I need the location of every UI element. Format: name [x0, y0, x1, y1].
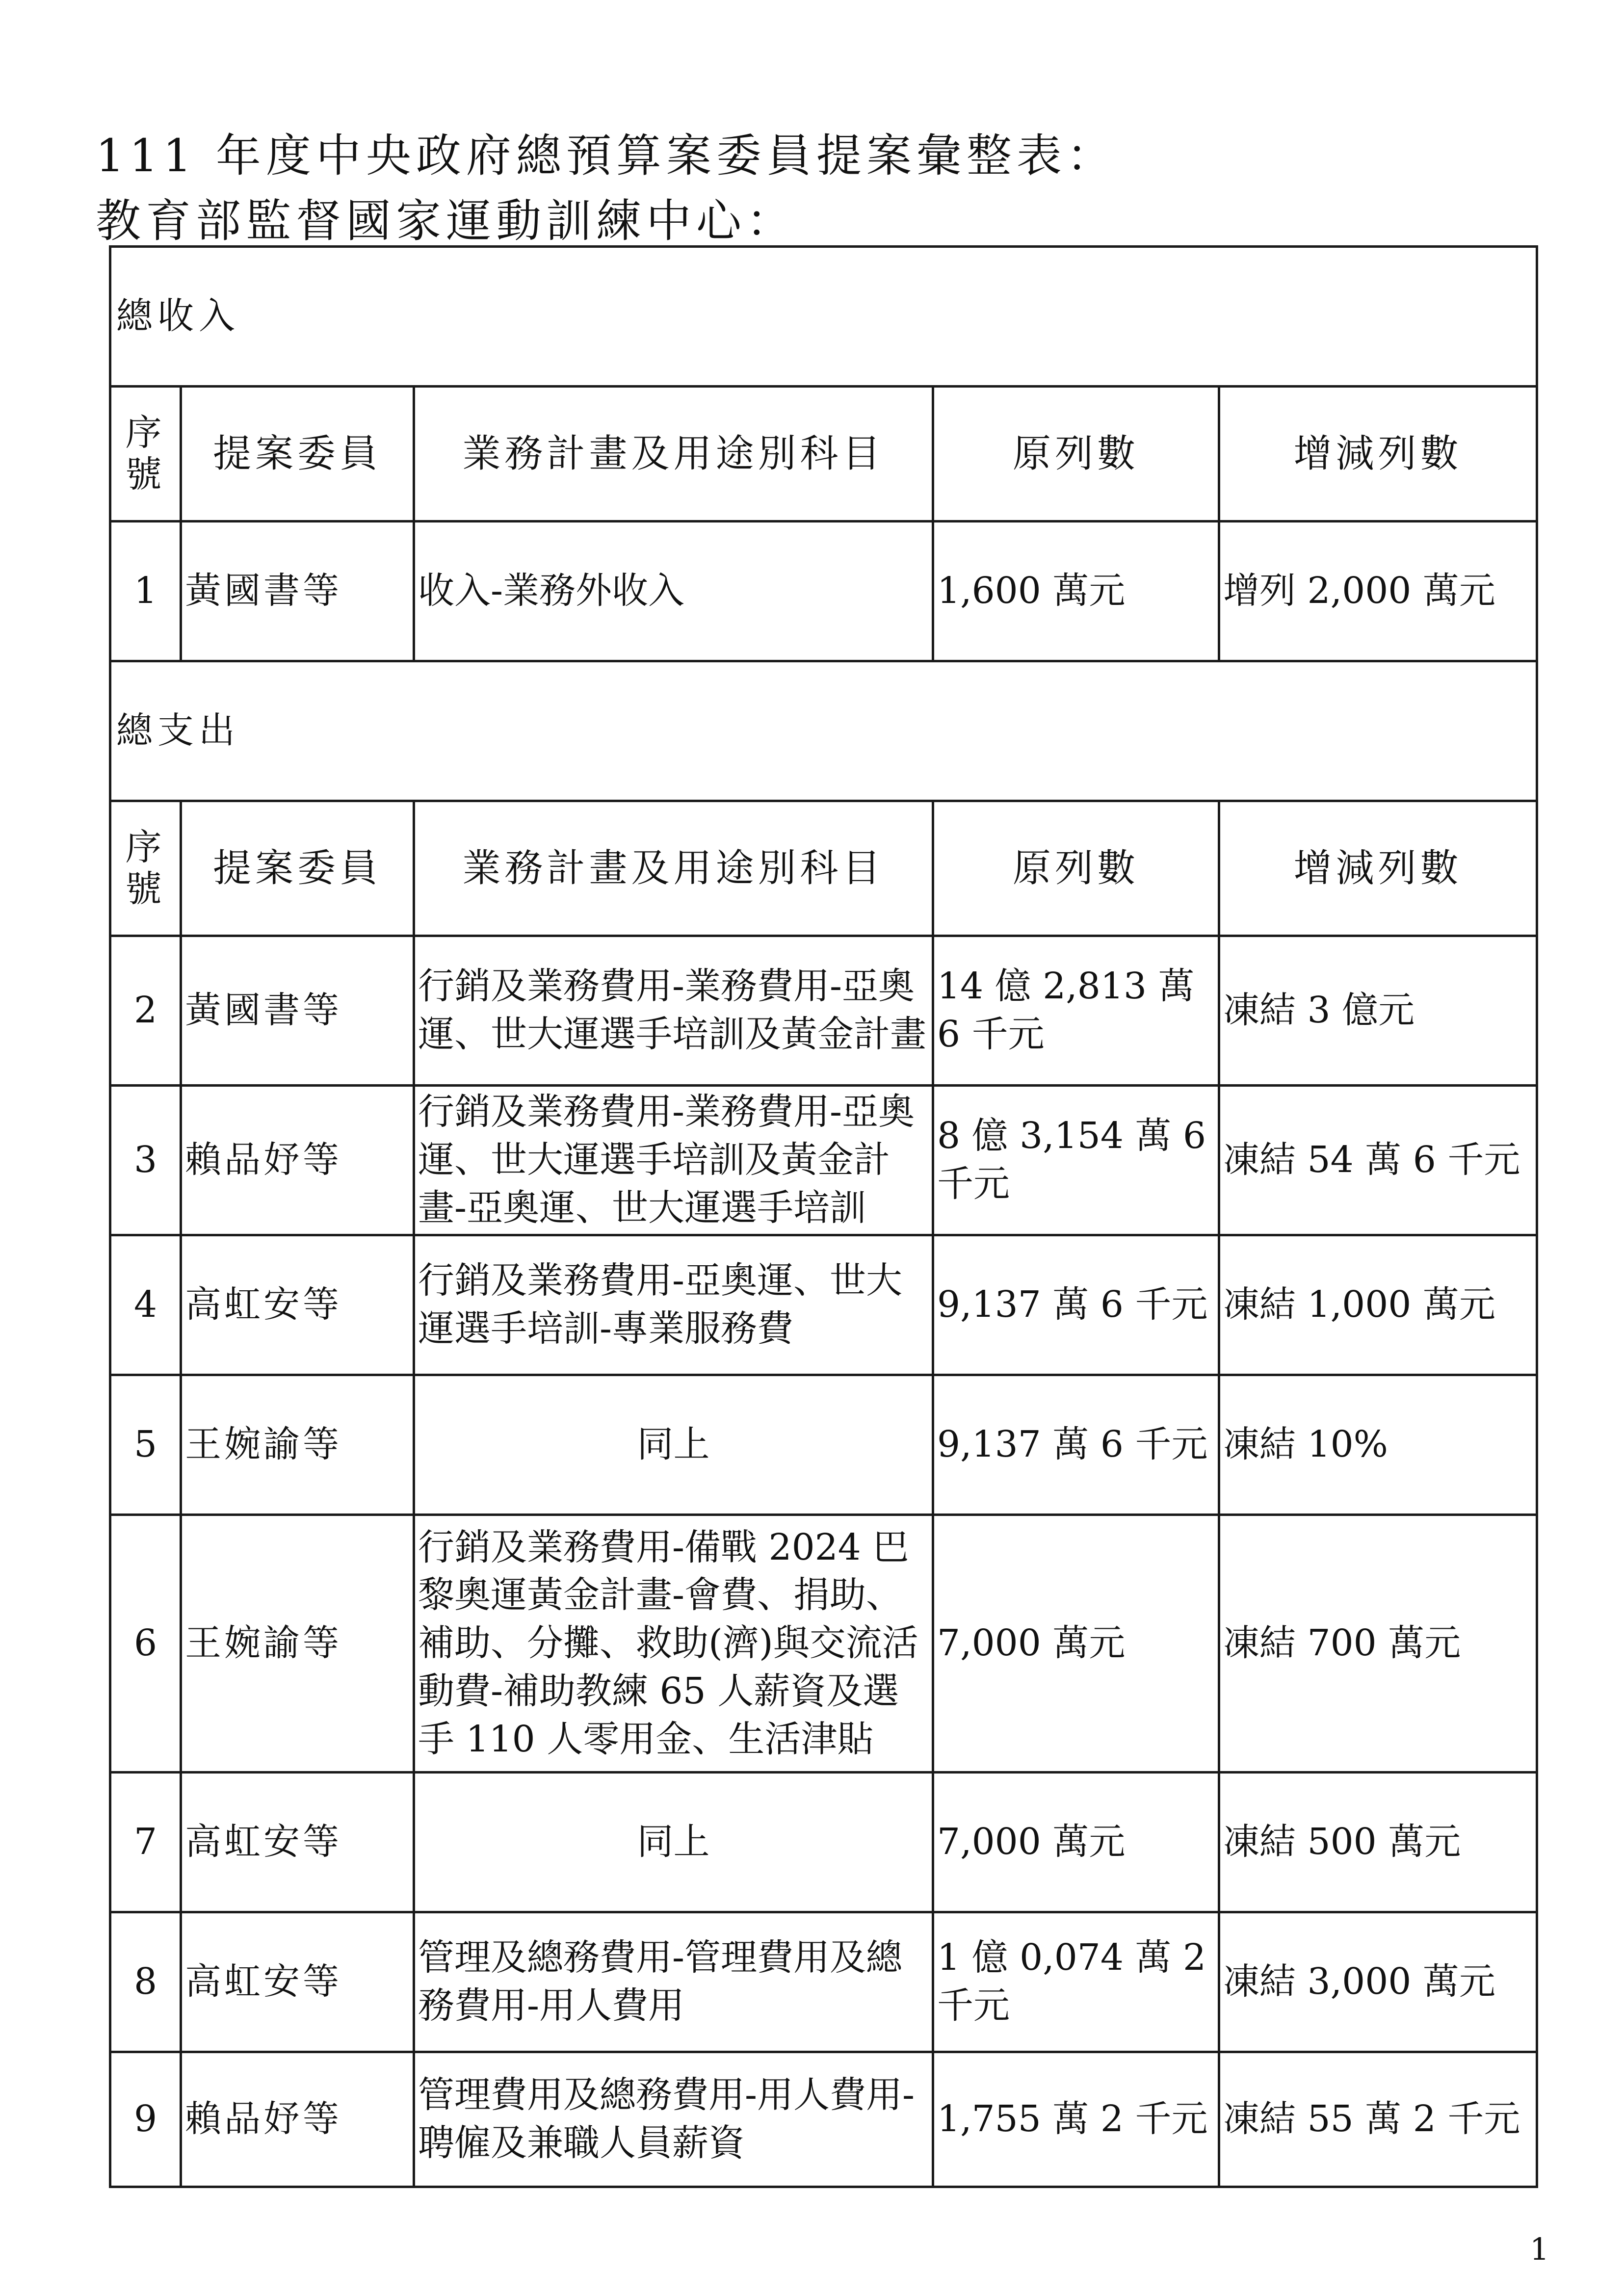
- cell-original: 7,000 萬元: [933, 1773, 1219, 1912]
- header-seq: 序號: [110, 801, 181, 936]
- cell-original: 8 億 3,154 萬 6 千元: [933, 1086, 1219, 1235]
- cell-item: 行銷及業務費用-備戰 2024 巴黎奧運黃金計畫-會費、捐助、補助、分攤、救助(濟)與交流活動費-補助教練 65 人薪資及選手 110 人零用金、生活津貼: [414, 1515, 933, 1773]
- cell-change: 凍結 1,000 萬元: [1219, 1235, 1537, 1375]
- table-row: [110, 1375, 1537, 1515]
- cell-original: 1,755 萬 2 千元: [933, 2052, 1219, 2187]
- cell-member: 王婉諭等: [181, 1515, 414, 1773]
- cell-original: 7,000 萬元: [933, 1515, 1219, 1773]
- cell-item: 行銷及業務費用-業務費用-亞奧運、世大運選手培訓及黃金計畫-亞奧運、世大運選手培訓: [414, 1086, 933, 1235]
- table-row: [110, 1912, 1537, 2052]
- document-subtitle: 教育部監督國家運動訓練中心：: [96, 195, 797, 247]
- cell-original: 14 億 2,813 萬 6 千元: [933, 936, 1219, 1086]
- cell-change: 凍結 3,000 萬元: [1219, 1912, 1537, 2052]
- page-number: 1: [1530, 2231, 1549, 2267]
- table-row: [110, 522, 1537, 661]
- cell-member: 高虹安等: [181, 1235, 414, 1375]
- table-header-row: [110, 801, 1537, 936]
- header-change: 增減列數: [1219, 387, 1537, 522]
- header-change: 增減列數: [1219, 801, 1537, 936]
- table-row: [110, 936, 1537, 1086]
- header-original: 原列數: [933, 801, 1219, 936]
- cell-member: 高虹安等: [181, 1912, 414, 2052]
- cell-member: 王婉諭等: [181, 1375, 414, 1515]
- cell-item: 同上: [414, 1773, 933, 1912]
- header-member: 提案委員: [181, 387, 414, 522]
- table-row: [110, 1773, 1537, 1912]
- table-row: [110, 1086, 1537, 1235]
- cell-change: 凍結 3 億元: [1219, 936, 1537, 1086]
- cell-member: 賴品妤等: [181, 2052, 414, 2187]
- cell-original: 9,137 萬 6 千元: [933, 1235, 1219, 1375]
- cell-member: 高虹安等: [181, 1773, 414, 1912]
- cell-member: 賴品妤等: [181, 1086, 414, 1235]
- cell-seq: 2: [110, 936, 181, 1086]
- cell-item: 收入-業務外收入: [414, 522, 933, 661]
- cell-change: 增列 2,000 萬元: [1219, 522, 1537, 661]
- cell-item: 管理費用及總務費用-用人費用-聘僱及兼職人員薪資: [414, 2052, 933, 2187]
- cell-seq: 7: [110, 1773, 181, 1912]
- cell-seq: 5: [110, 1375, 181, 1515]
- section-income: 總收入: [110, 247, 1537, 387]
- table-row: [110, 1515, 1537, 1773]
- proposal-table: [109, 245, 1538, 2188]
- cell-item: 同上: [414, 1375, 933, 1515]
- header-item: 業務計畫及用途別科目: [414, 801, 933, 936]
- cell-seq: 3: [110, 1086, 181, 1235]
- header-item: 業務計畫及用途別科目: [414, 387, 933, 522]
- cell-member: 黃國書等: [181, 522, 414, 661]
- cell-seq: 9: [110, 2052, 181, 2187]
- cell-item: 管理及總務費用-管理費用及總務費用-用人費用: [414, 1912, 933, 2052]
- cell-seq: 1: [110, 522, 181, 661]
- cell-member: 黃國書等: [181, 936, 414, 1086]
- cell-original: 1,600 萬元: [933, 522, 1219, 661]
- table-row: [110, 2052, 1537, 2187]
- cell-change: 凍結 700 萬元: [1219, 1515, 1537, 1773]
- cell-change: 凍結 500 萬元: [1219, 1773, 1537, 1912]
- cell-item: 行銷及業務費用-業務費用-亞奧運、世大運選手培訓及黃金計畫: [414, 936, 933, 1086]
- cell-original: 1 億 0,074 萬 2 千元: [933, 1912, 1219, 2052]
- cell-seq: 6: [110, 1515, 181, 1773]
- cell-seq: 4: [110, 1235, 181, 1375]
- document-title: 111 年度中央政府總預算案委員提案彙整表：: [96, 130, 1117, 182]
- section-expense: 總支出: [110, 661, 1537, 801]
- cell-original: 9,137 萬 6 千元: [933, 1375, 1219, 1515]
- cell-seq: 8: [110, 1912, 181, 2052]
- header-seq: 序號: [110, 387, 181, 522]
- cell-change: 凍結 10%: [1219, 1375, 1537, 1515]
- cell-item: 行銷及業務費用-亞奧運、世大運選手培訓-專業服務費: [414, 1235, 933, 1375]
- table-header-row: [110, 387, 1537, 522]
- header-original: 原列數: [933, 387, 1219, 522]
- cell-change: 凍結 55 萬 2 千元: [1219, 2052, 1537, 2187]
- table-row: [110, 1235, 1537, 1375]
- header-member: 提案委員: [181, 801, 414, 936]
- cell-change: 凍結 54 萬 6 千元: [1219, 1086, 1537, 1235]
